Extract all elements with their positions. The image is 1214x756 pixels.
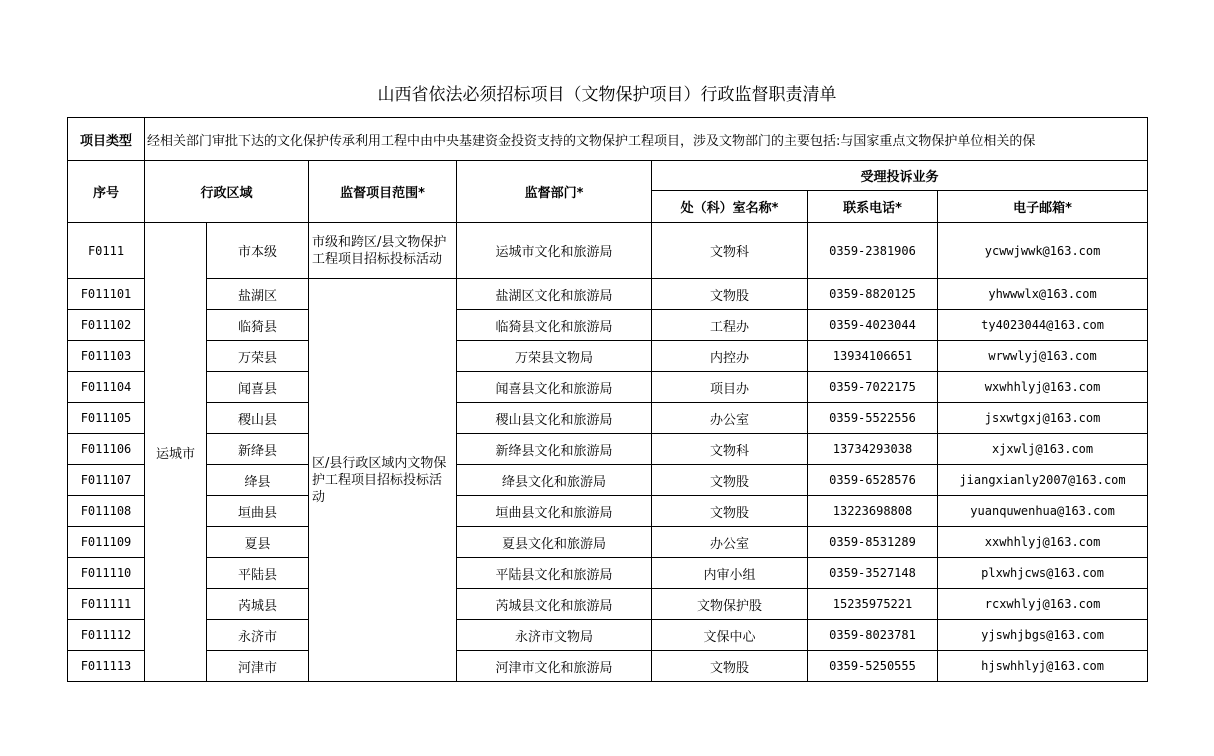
contact-phone: 15235975221 [808,589,938,620]
region-county: 万荣县 [207,341,309,372]
table-row [68,465,1148,496]
supervising-dept: 垣曲县文化和旅游局 [457,496,652,527]
region-county: 河津市 [207,651,309,682]
table-row [68,279,1148,310]
supervising-dept: 平陆县文化和旅游局 [457,558,652,589]
office-name: 文物股 [652,279,808,310]
supervising-dept: 新绛县文化和旅游局 [457,434,652,465]
contact-email: yjswhjbgs@163.com [938,620,1148,651]
table-row [68,651,1148,682]
office-name: 内控办 [652,341,808,372]
office-name: 文保中心 [652,620,808,651]
region-county: 新绛县 [207,434,309,465]
office-name: 文物股 [652,496,808,527]
office-name: 文物科 [652,223,808,279]
region-city: 运城市 [145,223,207,682]
duty-list-table [67,117,1148,682]
row-seq: F0111 [68,223,145,279]
supervising-dept: 闻喜县文化和旅游局 [457,372,652,403]
row-seq: F011106 [68,434,145,465]
region-county: 垣曲县 [207,496,309,527]
row-seq: F011110 [68,558,145,589]
page-title: 山西省依法必须招标项目（文物保护项目）行政监督职责清单 [377,85,837,105]
region-county: 芮城县 [207,589,309,620]
header-row-1 [68,161,1148,191]
office-name: 工程办 [652,310,808,341]
region-county: 市本级 [207,223,309,279]
supervising-dept: 盐湖区文化和旅游局 [457,279,652,310]
contact-email: yuanquwenhua@163.com [938,496,1148,527]
supervising-dept: 稷山县文化和旅游局 [457,403,652,434]
contact-email: yhwwwlx@163.com [938,279,1148,310]
row-seq: F011105 [68,403,145,434]
row-seq: F011104 [68,372,145,403]
region-county: 永济市 [207,620,309,651]
office-name: 文物保护股 [652,589,808,620]
project-type-label: 项目类型 [68,118,145,161]
row-seq: F011111 [68,589,145,620]
header-scope: 监督项目范围* [309,161,457,223]
table-row [68,558,1148,589]
contact-phone: 0359-7022175 [808,372,938,403]
header-phone: 联系电话* [808,191,938,223]
table-row [68,589,1148,620]
region-county: 绛县 [207,465,309,496]
row-seq: F011112 [68,620,145,651]
contact-phone: 0359-5250555 [808,651,938,682]
region-county: 夏县 [207,527,309,558]
contact-phone: 0359-8820125 [808,279,938,310]
project-type-value: 经相关部门审批下达的文化保护传承利用工程中由中央基建资金投资支持的文物保护工程项目，涉及文物部门的主要包括:与国家重点文物保护单位相关的保 [145,118,1148,161]
header-email: 电子邮箱* [938,191,1148,223]
office-name: 文物股 [652,465,808,496]
contact-email: xjxwlj@163.com [938,434,1148,465]
contact-phone: 0359-8531289 [808,527,938,558]
contact-phone: 13734293038 [808,434,938,465]
region-county: 盐湖区 [207,279,309,310]
table-row [68,341,1148,372]
office-name: 办公室 [652,403,808,434]
header-region: 行政区域 [145,161,309,223]
supervising-dept: 夏县文化和旅游局 [457,527,652,558]
table-row [68,223,1148,279]
supervising-dept: 运城市文化和旅游局 [457,223,652,279]
contact-email: jiangxianly2007@163.com [938,465,1148,496]
project-type-row [68,118,1148,161]
supervising-dept: 临猗县文化和旅游局 [457,310,652,341]
region-county: 临猗县 [207,310,309,341]
supervising-dept: 万荣县文物局 [457,341,652,372]
contact-email: rcxwhlyj@163.com [938,589,1148,620]
scope-county-level: 区/县行政区域内文物保护工程项目招标投标活动 [309,279,457,682]
table-row [68,527,1148,558]
header-complaint: 受理投诉业务 [652,161,1148,191]
table-row [68,403,1148,434]
contact-email: jsxwtgxj@163.com [938,403,1148,434]
table-row [68,310,1148,341]
contact-phone: 0359-8023781 [808,620,938,651]
contact-email: ty4023044@163.com [938,310,1148,341]
scope-city-level: 市级和跨区/县文物保护工程项目招标投标活动 [309,223,457,279]
table-row [68,620,1148,651]
header-office: 处（科）室名称* [652,191,808,223]
contact-email: wrwwlyj@163.com [938,341,1148,372]
region-county: 平陆县 [207,558,309,589]
office-name: 项目办 [652,372,808,403]
contact-email: wxwhhlyj@163.com [938,372,1148,403]
contact-phone: 0359-3527148 [808,558,938,589]
contact-phone: 0359-4023044 [808,310,938,341]
supervising-dept: 河津市文化和旅游局 [457,651,652,682]
row-seq: F011103 [68,341,145,372]
row-seq: F011101 [68,279,145,310]
contact-phone: 0359-6528576 [808,465,938,496]
row-seq: F011109 [68,527,145,558]
row-seq: F011107 [68,465,145,496]
region-county: 稷山县 [207,403,309,434]
table-row [68,434,1148,465]
row-seq: F011102 [68,310,145,341]
contact-email: xxwhhlyj@163.com [938,527,1148,558]
contact-phone: 13223698808 [808,496,938,527]
contact-email: ycwwjwwk@163.com [938,223,1148,279]
supervising-dept: 芮城县文化和旅游局 [457,589,652,620]
office-name: 内审小组 [652,558,808,589]
contact-email: plxwhjcws@163.com [938,558,1148,589]
row-seq: F011108 [68,496,145,527]
row-seq: F011113 [68,651,145,682]
office-name: 文物科 [652,434,808,465]
region-county: 闻喜县 [207,372,309,403]
office-name: 文物股 [652,651,808,682]
contact-email: hjswhhlyj@163.com [938,651,1148,682]
office-name: 办公室 [652,527,808,558]
contact-phone: 0359-2381906 [808,223,938,279]
table-row [68,372,1148,403]
table-row [68,496,1148,527]
supervising-dept: 绛县文化和旅游局 [457,465,652,496]
header-dept: 监督部门* [457,161,652,223]
contact-phone: 13934106651 [808,341,938,372]
header-seq: 序号 [68,161,145,223]
contact-phone: 0359-5522556 [808,403,938,434]
supervising-dept: 永济市文物局 [457,620,652,651]
